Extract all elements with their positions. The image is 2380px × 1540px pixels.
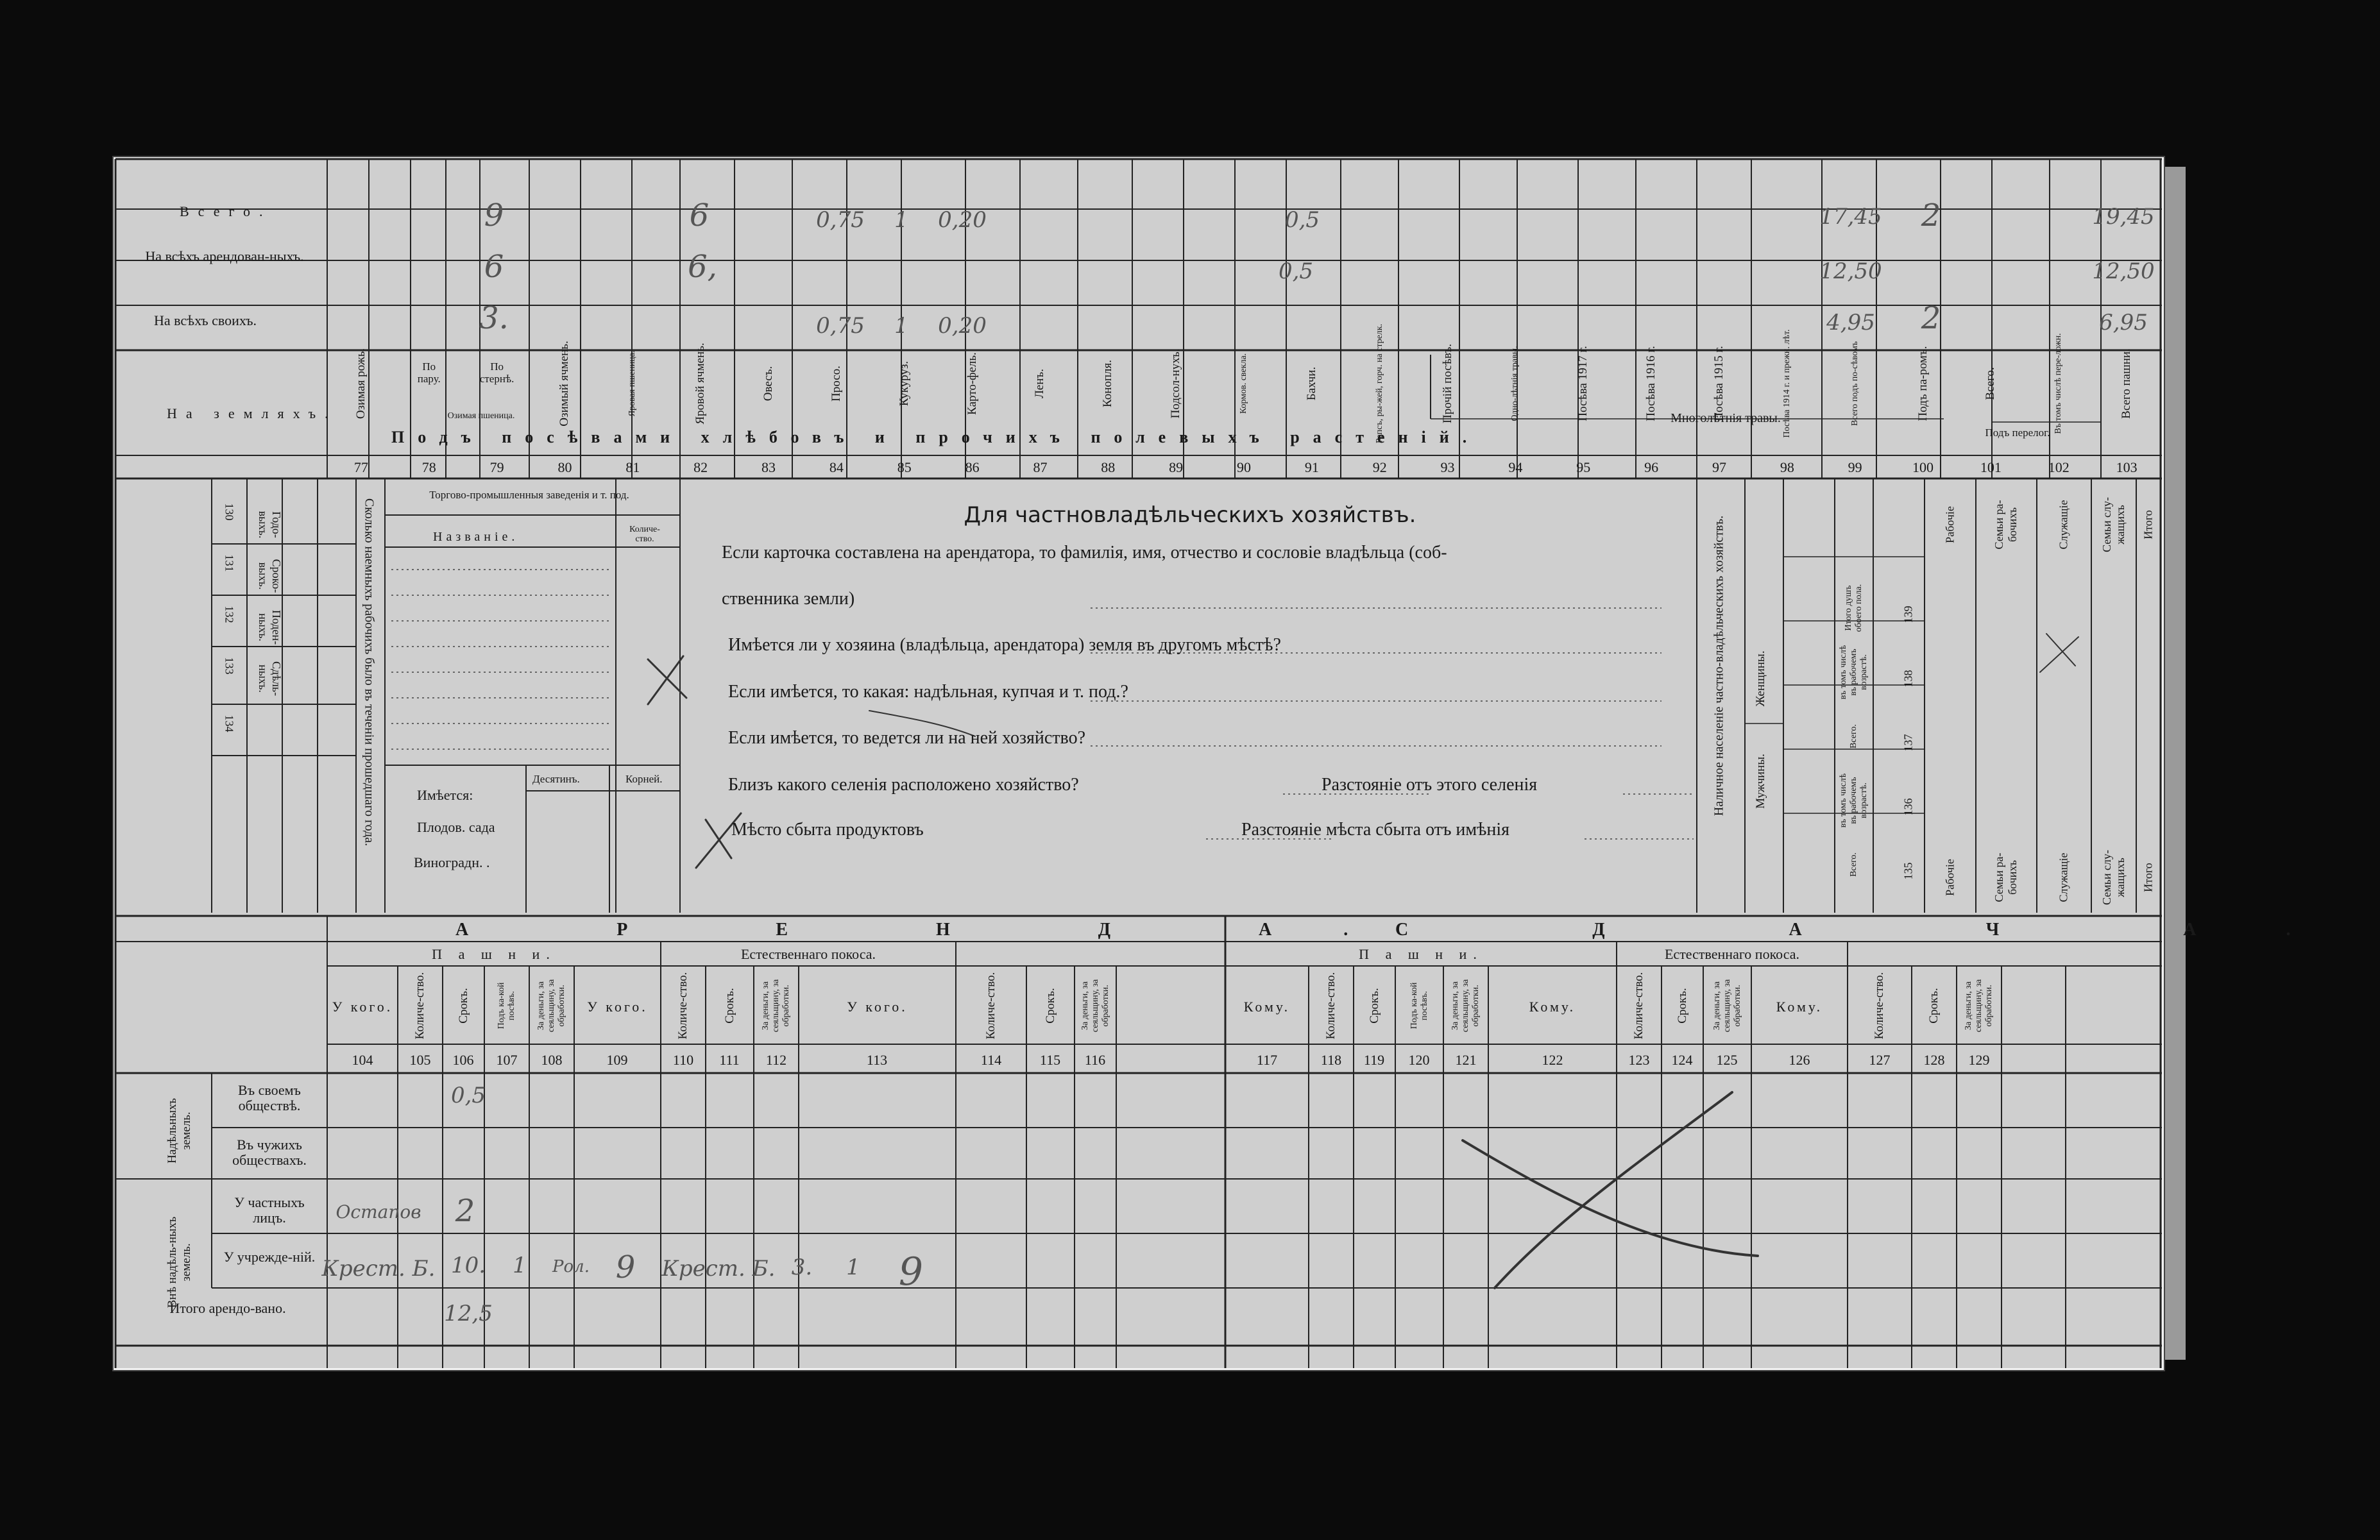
lease-col-number: 104 xyxy=(352,1052,373,1068)
top-col-header: Ленъ. xyxy=(1033,369,1047,398)
women-label: Женщины. xyxy=(1754,650,1767,707)
trade-title: Торгово-промышленныя заведенія и т. под. xyxy=(429,489,629,501)
lease-col-header: Срокъ. xyxy=(1927,988,1941,1024)
group-mnogoletnie: Многолѣтнія травы. xyxy=(1670,411,1781,425)
arenda-title: А Р Е Н Д А. xyxy=(455,920,1420,940)
top-col-number: 84 xyxy=(829,459,844,475)
lease-col-number: 109 xyxy=(606,1052,628,1068)
lease-col-header: За деньги, за сеяльщину, за обработки. xyxy=(761,979,791,1033)
top-col-number: 83 xyxy=(761,459,776,475)
top-col-header: Подсол-нухъ. xyxy=(1169,348,1183,419)
top-col-number: 81 xyxy=(625,459,640,475)
top-col-number: 87 xyxy=(1033,459,1048,475)
group-perelog: Подъ перелог. xyxy=(1985,427,2050,439)
top-col-header: По стернѣ. xyxy=(479,360,514,385)
top-col-number: 99 xyxy=(1848,459,1862,475)
lease-col-number: 126 xyxy=(1789,1052,1810,1068)
lease-who-header: У кого. xyxy=(587,999,648,1015)
lease-col-number: 117 xyxy=(1256,1052,1278,1068)
right-col-label-top: Служащіе xyxy=(2057,500,2070,550)
top-col-number: 79 xyxy=(489,459,504,475)
question-2: Имѣется ли у хозяина (владѣльца, арендатора) земля въ другомъ мѣстѣ? xyxy=(728,635,1281,655)
lease-col-number: 121 xyxy=(1455,1052,1477,1068)
lease-col-header: За деньги, за сеяльщину, за обработки. xyxy=(1712,979,1742,1033)
hw-vsego-kartofel: 0,20 xyxy=(938,207,987,233)
top-col-header: Бахчи. xyxy=(1304,366,1318,401)
hw-vsego-bakhchi: 0,5 xyxy=(1284,207,1320,233)
top-col-header: Кукуруз. xyxy=(897,360,911,407)
row-label-na-zemlyakh: На земляхъ. xyxy=(167,405,337,421)
right-col-label-bottom: Служащіе xyxy=(2057,852,2070,902)
row-label-arendovannykh: На всѣхъ арендован-ныхъ. xyxy=(145,248,304,264)
top-col-number: 88 xyxy=(1101,459,1116,475)
top-col-number: 96 xyxy=(1644,459,1659,475)
pop-col-number: 138 xyxy=(1901,670,1915,688)
hired-col-label: Сроко-выхъ. xyxy=(257,559,283,593)
top-col-header: Всего пашни. xyxy=(2120,348,2134,419)
top-col-header: Озимая рожь. xyxy=(353,348,368,419)
top-col-header: Въ томъ числѣ пере-ложн. xyxy=(2053,333,2064,434)
top-col-number: 89 xyxy=(1169,459,1184,475)
lease-who-header: У кого. xyxy=(332,999,393,1015)
top-col-header: Овесъ. xyxy=(761,366,776,402)
men-label: Мужчины. xyxy=(1754,754,1767,809)
top-col-header: Яровой ячмень. xyxy=(693,343,708,425)
right-col-label-top: Итого xyxy=(2141,510,2155,539)
lease-who-header: У кого. xyxy=(847,999,908,1015)
hired-col-number: 131 xyxy=(223,554,236,572)
lease-col-number: 107 xyxy=(496,1052,518,1068)
hired-col-number: 130 xyxy=(223,503,236,521)
right-col-label-top: Рабочіе xyxy=(1943,506,1957,543)
top-col-header: Просо. xyxy=(829,366,843,402)
question-3: Если имѣется, то какая: надѣльная, купчая и т. под.? xyxy=(728,682,1128,702)
hw-svoi-posev: 4,95 xyxy=(1826,310,1875,335)
hw-vsego-yarovoy-yachmen: 6 xyxy=(689,198,710,233)
pop-col-number: 139 xyxy=(1901,605,1915,623)
hw-svoi-par: 2 xyxy=(1921,300,1941,336)
census-card xyxy=(114,157,2380,1370)
top-col-header: Посѣва 1914 г. и прежн. лѣт. xyxy=(1781,329,1792,438)
lease-col-number: 123 xyxy=(1628,1052,1650,1068)
hw-vsego-pashni: 19,45 xyxy=(2092,204,2155,230)
trade-name-header: Названіе. xyxy=(433,530,519,544)
top-col-header: Карто-фель. xyxy=(965,352,979,415)
lease-col-number: 105 xyxy=(409,1052,431,1068)
lease-col-number: 116 xyxy=(1084,1052,1106,1068)
top-col-header: Всего подъ по-сѣвомъ xyxy=(1849,341,1860,427)
top-col-header: Одно-лѣтнія травы. xyxy=(1510,346,1520,421)
lease-col-header: Количе-ство. xyxy=(1632,972,1645,1040)
lease-col-header: За деньги, за сеяльщину, за обработки. xyxy=(536,979,566,1033)
top-col-number: 85 xyxy=(897,459,912,475)
right-col-label-bottom: Семьи слу-жащихъ xyxy=(2100,850,2127,905)
top-col-number: 92 xyxy=(1372,459,1387,475)
pop-col-label: Всего. xyxy=(1849,852,1858,877)
plodov-sada-label: Плодов. сада xyxy=(417,819,495,835)
pop-col-label: въ томъ числѣ въ рабочемъ возрастѣ. xyxy=(1839,645,1869,700)
top-col-number: 93 xyxy=(1440,459,1455,475)
pop-col-number: 136 xyxy=(1901,798,1915,816)
right-col-label-bottom: Итого xyxy=(2141,863,2155,892)
lease-col-number: 108 xyxy=(541,1052,563,1068)
row-u-chastnykh-lits: У частныхъ лицъ. xyxy=(234,1194,305,1226)
private-farms-title: Для частновладѣльческихъ хозяйствъ. xyxy=(964,502,1416,528)
top-col-header: Кормов. свекла. xyxy=(1239,353,1248,414)
lease-col-header: Количе-ство. xyxy=(1324,972,1338,1040)
lease-col-number: 113 xyxy=(866,1052,888,1068)
hw-svoi-pashni: 6,95 xyxy=(2099,310,2148,335)
row-itogo-arendovano: Итого арендо-вано. xyxy=(169,1300,286,1316)
top-col-number: 97 xyxy=(1712,459,1726,475)
right-col-label-top: Семьи ра-бочихъ xyxy=(1993,500,2019,550)
desyatin-header: Десятинъ. xyxy=(532,773,580,785)
top-col-header: Всего. xyxy=(1984,367,1998,400)
hw-vsego-par: 2 xyxy=(1921,198,1941,233)
lease-col-header: Срокъ. xyxy=(456,988,470,1024)
hw-lease-inst-pokos-srok: 1 xyxy=(846,1255,860,1280)
lease-col-number: 114 xyxy=(980,1052,1002,1068)
lease-col-number: 112 xyxy=(765,1052,787,1068)
top-col-header: Рапсъ, ры-жей, горч. на стрелк. xyxy=(1374,323,1384,444)
question-5a: Близъ какого селенія расположено хозяйство? xyxy=(728,775,1079,795)
hw-svoi-proso: 0,75 xyxy=(816,313,865,339)
sdacha-pokos: Естественнаго покоса. xyxy=(1664,946,1800,962)
lease-col-header: Подъ ка-кой посѣвъ. xyxy=(497,982,516,1029)
top-col-header: Посѣва 1916 г. xyxy=(1644,346,1658,421)
top-col-number: 101 xyxy=(1980,459,2002,475)
population-vertical-label: Наличное населеніе частно-владѣльческихъ хозяйствъ. xyxy=(1712,515,1726,817)
top-col-number: 100 xyxy=(1912,459,1934,475)
hw-vsego-kukuruza: 1 xyxy=(894,207,908,233)
lease-col-header: Количе-ство. xyxy=(984,972,998,1040)
top-col-header: По пару. xyxy=(417,360,441,385)
hired-col-label: Годо-выхъ. xyxy=(257,511,283,539)
pop-col-label: Всего. xyxy=(1849,724,1858,749)
row-u-uchrezhdeniy: У учрежде-ній. xyxy=(223,1249,316,1265)
hw-arend-pashni: 12,50 xyxy=(2092,258,2155,284)
lease-col-number: 122 xyxy=(1542,1052,1563,1068)
lease-col-header: Срокъ. xyxy=(1675,988,1689,1024)
group-ozimaya-pshenitsa: Озимая пшеница. xyxy=(447,411,515,421)
top-col-header: Озимый ячмень. xyxy=(557,341,572,427)
top-col-header: Посѣва 1917 г. xyxy=(1576,346,1590,421)
lease-col-number: 110 xyxy=(672,1052,694,1068)
row-label-svoikh: На всѣхъ своихъ. xyxy=(154,312,257,328)
hw-lease-private-who: Остапов xyxy=(336,1201,421,1223)
hw-lease-own-society-qty: 0,5 xyxy=(450,1083,486,1108)
lease-col-number: 106 xyxy=(452,1052,474,1068)
vinogradn-label: Виноградн. . xyxy=(414,854,490,870)
hw-lease-inst-pokos-who: Крест. Б. xyxy=(661,1256,776,1282)
lease-col-number: 118 xyxy=(1320,1052,1342,1068)
hw-vsego-posev: 17,45 xyxy=(1819,204,1882,230)
lease-col-number: 115 xyxy=(1039,1052,1061,1068)
lease-col-number: 127 xyxy=(1869,1052,1891,1068)
lease-col-header: За деньги, за сеяльщину, за обработки. xyxy=(1450,979,1481,1033)
imeetsya-label: Имѣется: xyxy=(417,787,473,803)
hw-arend-posev: 12,50 xyxy=(1819,258,1882,284)
lease-who-header: Кому. xyxy=(1529,999,1576,1015)
lease-col-header: Количе-ство. xyxy=(1873,972,1886,1040)
pop-col-label: Итого душъ обоего пола. xyxy=(1844,584,1864,632)
sdacha-cross-mark xyxy=(1495,1092,1732,1288)
trade-qty-header: Количе-ство. xyxy=(629,525,660,545)
sdacha-title: С Д А Ч А. xyxy=(1395,920,2380,940)
hw-lease-total: 12,5 xyxy=(444,1301,493,1326)
lease-col-header: Подъ ка-кой посѣвъ. xyxy=(1409,982,1429,1029)
row-v-svoem-obshchestve: Въ своемъ обществѣ. xyxy=(238,1082,301,1114)
question-1b: ственника земли) xyxy=(722,589,855,609)
hired-col-number: 134 xyxy=(223,715,236,732)
population-cross-mark xyxy=(2040,634,2078,672)
hw-svoi-kukuruza: 1 xyxy=(894,313,908,339)
hw-arend-yarovoy-yachmen: 6, xyxy=(688,249,717,285)
hw-lease-inst-pay: 9 xyxy=(615,1249,636,1285)
korney-header: Корней. xyxy=(625,773,663,785)
top-col-header: Подъ па-ромъ. xyxy=(1916,346,1930,421)
right-col-label-top: Семьи слу-жащихъ xyxy=(2100,497,2127,552)
top-col-number: 102 xyxy=(2048,459,2070,475)
top-col-number: 78 xyxy=(421,459,436,475)
row-label-vsego: Всего. xyxy=(180,203,272,219)
top-col-number: 80 xyxy=(557,459,572,475)
lease-col-number: 120 xyxy=(1408,1052,1430,1068)
pop-col-label: въ томъ числѣ въ рабочемъ возрастѣ. xyxy=(1839,773,1869,828)
hired-col-label: Сдѣль-ныхъ. xyxy=(257,661,283,697)
hw-arend-ozimaya-pshenitsa: 6 xyxy=(484,249,504,285)
top-col-number: 90 xyxy=(1237,459,1251,475)
hw-lease-inst-pokos-pay: 9 xyxy=(898,1249,924,1294)
top-col-number: 91 xyxy=(1304,459,1319,475)
hw-vsego-proso: 0,75 xyxy=(816,207,865,233)
top-col-header: Прочій посѣвъ. xyxy=(1440,344,1454,423)
hw-arend-bakhchi: 0,5 xyxy=(1278,258,1314,284)
right-col-label-bottom: Семьи ра-бочихъ xyxy=(1993,852,2019,902)
question-6a: Мѣсто сбыта продуктовъ xyxy=(731,820,924,840)
hw-lease-inst-who: Крест. Б. xyxy=(321,1256,436,1282)
lease-col-header: За деньги, за сеяльщину, за обработки. xyxy=(1080,979,1110,1033)
top-col-header: Яровая пшеница. xyxy=(627,350,638,417)
pop-col-number: 135 xyxy=(1901,862,1915,880)
top-banner: Подъ посѣвами хлѣбовъ и прочихъ полевыхъ растеній. xyxy=(391,428,1481,446)
lease-col-header: Срокъ. xyxy=(722,988,736,1024)
hired-workers-vertical-label: Сколько наемныхъ рабочихъ было въ теченіи прошедшаго года. xyxy=(362,498,377,847)
hw-lease-inst-qty: 10. xyxy=(450,1253,486,1278)
row-group-vne-nadelnykh: Внѣ надѣль-ныхъ земель. xyxy=(166,1216,193,1308)
lease-col-header: Срокъ. xyxy=(1367,988,1381,1024)
lease-col-header: Количе-ство. xyxy=(413,972,427,1040)
hw-lease-inst-srok: 1 xyxy=(513,1253,527,1278)
top-col-number: 86 xyxy=(965,459,980,475)
hired-col-number: 133 xyxy=(223,657,236,675)
hw-svoi-ozimaya-pshenitsa: 3. xyxy=(479,300,509,336)
hw-lease-inst-crop: Рол. xyxy=(552,1257,590,1276)
lease-who-header: Кому. xyxy=(1243,999,1291,1015)
top-col-number: 82 xyxy=(693,459,708,475)
question-4: Если имѣется, то ведется ли на ней хозяйство? xyxy=(728,728,1085,748)
lease-col-header: За деньги, за сеяльщину, за обработки. xyxy=(1964,979,1994,1033)
lease-col-number: 129 xyxy=(1968,1052,1990,1068)
lease-col-number: 124 xyxy=(1671,1052,1693,1068)
hw-lease-private-qty: 2 xyxy=(455,1193,475,1229)
lease-who-header: Кому. xyxy=(1776,999,1823,1015)
arenda-pokos: Естественнаго покоса. xyxy=(740,946,876,962)
question-5b: Разстояніе отъ этого селенія xyxy=(1322,775,1538,795)
hw-vsego-ozimaya-pshenitsa: 9 xyxy=(484,198,504,233)
top-col-number: 98 xyxy=(1780,459,1794,475)
row-group-nadelnykh: Надѣльныхъ земель. xyxy=(166,1098,193,1163)
lease-col-header: Количе-ство. xyxy=(676,972,690,1040)
question-6b: Разстояніе мѣста сбыта отъ имѣнія xyxy=(1241,820,1509,840)
sdacha-cross-mark xyxy=(1463,1140,1758,1256)
hired-col-number: 132 xyxy=(223,605,236,623)
top-col-header: Конопля. xyxy=(1101,359,1115,408)
pop-col-number: 137 xyxy=(1901,734,1915,752)
hw-svoi-kartofel: 0,20 xyxy=(938,313,987,339)
lease-col-number: 111 xyxy=(719,1052,740,1068)
sdacha-pashni: П а ш н и. xyxy=(1359,946,1483,962)
top-col-number: 94 xyxy=(1508,459,1523,475)
lease-col-header: Срокъ. xyxy=(1043,988,1057,1024)
lease-col-number: 128 xyxy=(1923,1052,1945,1068)
top-col-header: Посѣва 1915 г. xyxy=(1712,346,1726,421)
top-col-number: 103 xyxy=(2116,459,2138,475)
question-1: Если карточка составлена на арендатора, то фамилія, имя, отчество и сословіе владѣльца (соб- xyxy=(722,543,1447,563)
arenda-pashni: П а ш н и. xyxy=(432,946,556,962)
hw-lease-inst-pokos-qty: 3. xyxy=(791,1255,813,1280)
hired-col-label: Поден-ныхъ. xyxy=(257,609,283,645)
lease-col-number: 119 xyxy=(1363,1052,1385,1068)
lease-col-number: 125 xyxy=(1716,1052,1738,1068)
row-v-chuzhikh-obshchestvakh: Въ чужихъ обществахъ. xyxy=(232,1137,307,1169)
top-col-number: 77 xyxy=(353,459,368,475)
right-col-label-bottom: Рабочіе xyxy=(1943,859,1957,896)
top-col-number: 95 xyxy=(1576,459,1591,475)
